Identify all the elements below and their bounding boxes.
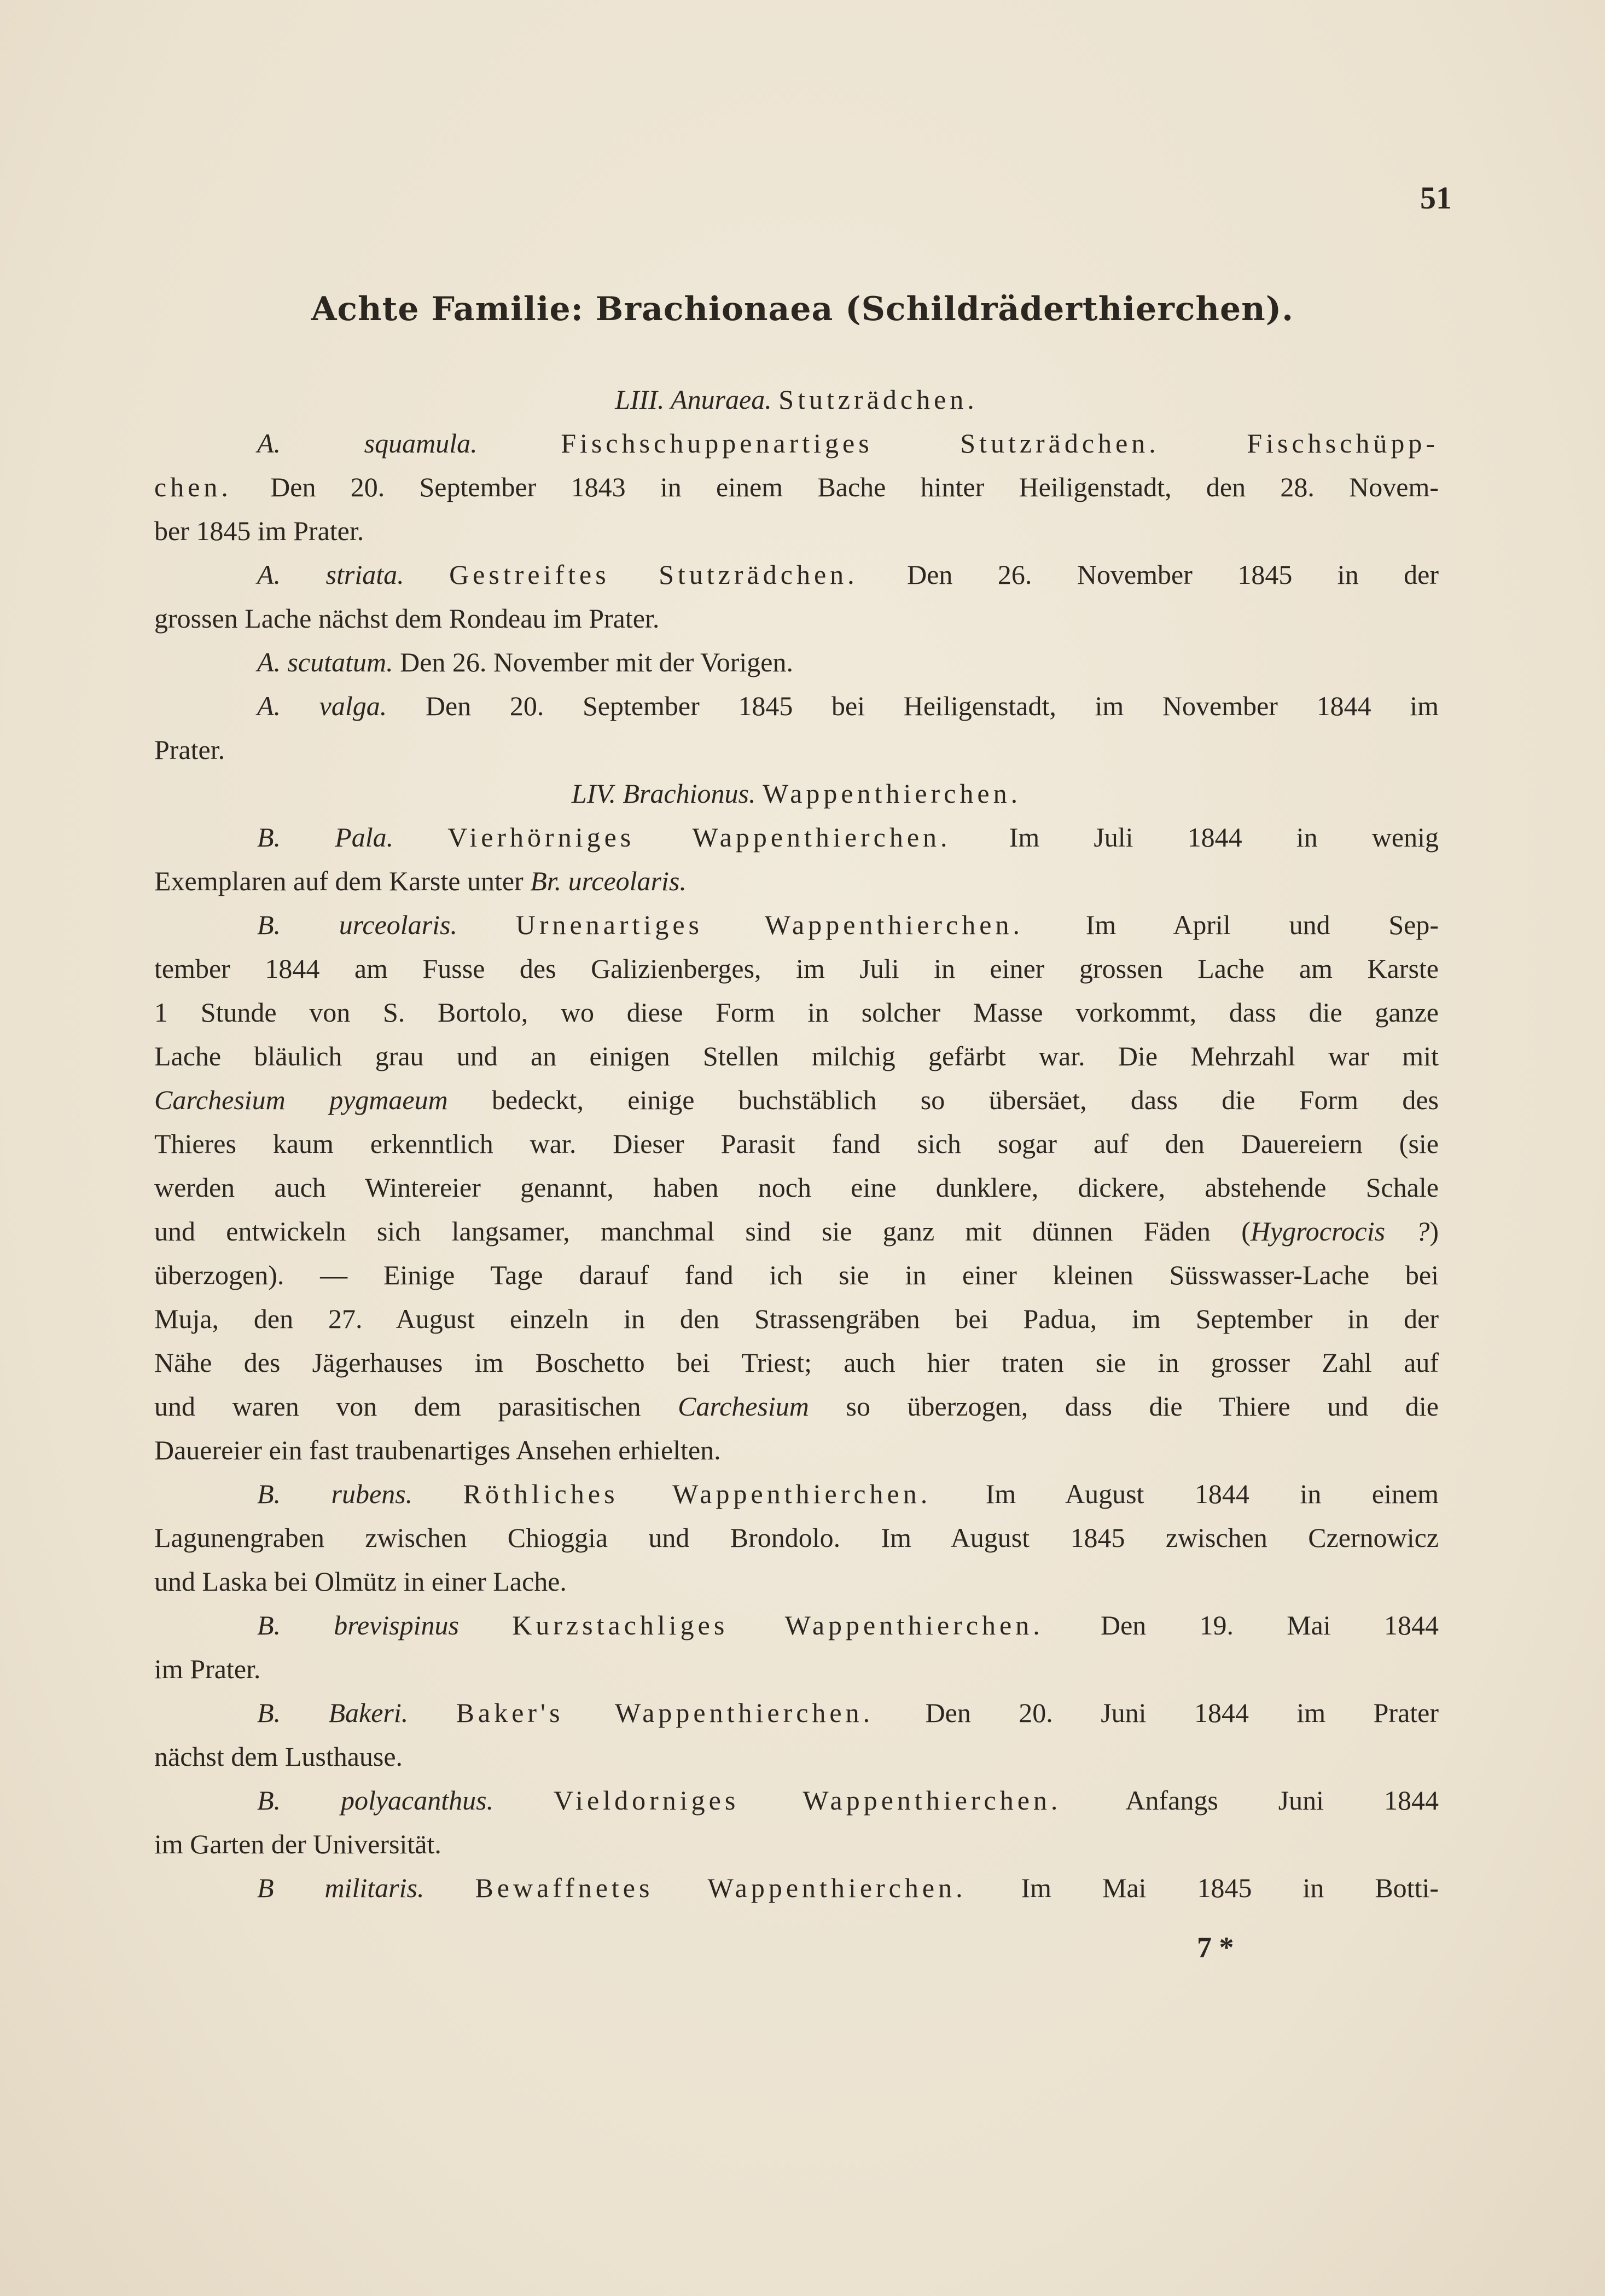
text-run: so überzogen, dass die Thiere und die: [846, 1391, 1439, 1422]
text-run: Vierhörniges Wappenthierchen.: [447, 822, 1009, 853]
text-run: Im Mai 1845 in Botti-: [1021, 1872, 1439, 1903]
text-line: [154, 640, 1439, 684]
text-run: Den 19. Mai 1844: [1100, 1610, 1439, 1640]
signature-mark: 7 *: [1197, 1931, 1234, 1964]
text-line: [154, 903, 1439, 947]
text-line: [154, 1166, 1439, 1209]
text-run: Carchesium pygmaeum: [154, 1085, 492, 1115]
text-run: Im Juli 1844 in wenig: [1009, 822, 1439, 853]
text-run: 1 Stunde von S. Bortolo, wo diese Form in solcher Masse vorkommt, dass die ganze: [154, 997, 1439, 1028]
text-line: [154, 1253, 1439, 1297]
text-run: Anfangs Juni 1844: [1125, 1785, 1439, 1816]
text-line: [154, 1034, 1439, 1078]
text-line: [154, 1691, 1439, 1735]
text-line: [154, 1603, 1439, 1647]
text-run: Wappenthierchen.: [763, 778, 1022, 809]
text-line: [154, 553, 1439, 596]
text-run: B. Bakeri.: [257, 1697, 456, 1728]
text-run: B militaris.: [257, 1872, 475, 1903]
text-run: B. rubens.: [257, 1479, 463, 1509]
text-run: Hygrocrocis ?: [1250, 1216, 1430, 1246]
text-run: LIV. Brachionus.: [571, 778, 763, 809]
text-line: [154, 1341, 1439, 1384]
text-run: A. striata.: [257, 559, 450, 590]
text-run: Baker's Wappenthierchen.: [456, 1697, 926, 1728]
text-run: nächst dem Lusthause.: [154, 1741, 403, 1772]
text-run: und entwickeln sich langsamer, manchmal sind sie ganz mit dünnen Fäden (: [154, 1216, 1251, 1246]
text-run: Den 26. November 1845 in der: [907, 559, 1439, 590]
section-heading: Achte Familie: Brachionaea (Schildräderthierchen).: [311, 290, 1294, 328]
text-run: A. scutatum.: [257, 647, 400, 677]
text-run: B. Pala.: [257, 822, 448, 853]
text-run: LIII. Anuraea.: [615, 384, 779, 415]
text-line: [154, 859, 1439, 903]
text-run: überzogen). — Einige Tage darauf fand ich sie in einer kleinen Süsswasser-Lache bei: [154, 1260, 1439, 1290]
text-run: Muja, den 27. August einzeln in den Strassengräben bei Padua, im September in der: [154, 1303, 1439, 1334]
text-line: [154, 1559, 1439, 1603]
text-run: bedeckt, einige buchstäblich so übersäet, dass die Form des: [492, 1085, 1439, 1115]
text-line: [154, 947, 1439, 990]
text-run: tember 1844 am Fusse des Galizienberges, im Juli in einer grossen Lache am Karste: [154, 953, 1439, 984]
body-text: [154, 378, 1439, 1910]
text-run: Kurzstachliges Wappenthierchen.: [512, 1610, 1101, 1640]
text-run: B. urceolaris.: [257, 909, 516, 940]
text-run: A. squamula.: [257, 428, 561, 459]
text-run: Den 20. September 1843 in einem Bache hinter Heiligenstadt, den 28. Novem-: [270, 472, 1439, 502]
text-line: [154, 990, 1439, 1034]
text-run: Stutzrädchen.: [778, 384, 978, 415]
text-line: [154, 465, 1439, 509]
text-run: Thieres kaum erkenntlich war. Dieser Parasit fand sich sogar auf den Dauereiern (sie: [154, 1128, 1439, 1159]
text-line: [154, 684, 1439, 728]
text-line: [154, 1778, 1439, 1822]
text-run: Lagunengraben zwischen Chioggia und Brondolo. Im August 1845 zwischen Czernowicz: [154, 1522, 1439, 1553]
text-line: [154, 509, 1439, 553]
text-run: und waren von dem parasitischen: [154, 1391, 678, 1422]
text-run: Gestreiftes Stutzrädchen.: [449, 559, 908, 590]
text-run: im Prater.: [154, 1654, 261, 1684]
text-line: [154, 1428, 1439, 1472]
text-run: Exemplaren auf dem Karste unter: [154, 866, 531, 896]
text-run: Vieldorniges Wappenthierchen.: [554, 1785, 1126, 1816]
text-line: [154, 1822, 1439, 1866]
text-line: [154, 421, 1439, 465]
text-line: [154, 1516, 1439, 1559]
text-run: chen.: [154, 472, 271, 502]
text-run: A. valga.: [257, 691, 426, 721]
text-line: [154, 1078, 1439, 1122]
text-run: Dauereier ein fast traubenartiges Ansehen erhielten.: [154, 1435, 721, 1465]
text-run: Lache bläulich grau und an einigen Stellen milchig gefärbt war. Die Mehrzahl war mit: [154, 1041, 1439, 1071]
text-line: [154, 1647, 1439, 1691]
text-line: [154, 728, 1439, 772]
text-run: grossen Lache nächst dem Rondeau im Prater.: [154, 603, 660, 634]
text-run: Den 20. September 1845 bei Heiligenstadt, im November 1844 im: [425, 691, 1439, 721]
text-run: Carchesium: [678, 1391, 846, 1422]
text-line: [154, 1297, 1439, 1341]
text-run: Röthliches Wappenthierchen.: [463, 1479, 986, 1509]
text-line: [154, 1866, 1439, 1910]
text-line: [154, 1472, 1439, 1516]
text-run: Im August 1844 in einem: [985, 1479, 1439, 1509]
text-line: [154, 1384, 1439, 1428]
text-run: und Laska bei Olmütz in einer Lache.: [154, 1566, 567, 1597]
text-line: [154, 378, 1439, 421]
text-run: werden auch Wintereier genannt, haben noch eine dunklere, dickere, abstehende Schale: [154, 1172, 1439, 1203]
text-run: ): [1429, 1216, 1439, 1246]
text-run: Br. urceolaris.: [530, 866, 687, 896]
text-run: Bewaffnetes Wappenthierchen.: [475, 1872, 1021, 1903]
text-run: Den 26. November mit der Vorigen.: [400, 647, 793, 677]
text-run: Urnenartiges Wappenthierchen.: [515, 909, 1086, 940]
text-line: [154, 596, 1439, 640]
text-run: im Garten der Universität.: [154, 1829, 441, 1859]
text-line: [154, 1209, 1439, 1253]
text-line: [154, 1735, 1439, 1778]
text-run: Nähe des Jägerhauses im Boschetto bei Triest; auch hier traten sie in grosser Zahl auf: [154, 1347, 1439, 1378]
text-run: Im April und Sep-: [1085, 909, 1439, 940]
text-run: Fischschuppenartiges Stutzrädchen. Fischschüpp-: [561, 428, 1439, 459]
text-run: Den 20. Juni 1844 im Prater: [925, 1697, 1439, 1728]
text-run: ber 1845 im Prater.: [154, 515, 364, 546]
text-run: B. polyacanthus.: [257, 1785, 554, 1816]
page-number: 51: [1420, 180, 1452, 216]
text-line: [154, 815, 1439, 859]
text-run: Prater.: [154, 734, 225, 765]
text-line: [154, 1122, 1439, 1166]
text-run: B. brevispinus: [257, 1610, 513, 1640]
text-line: [154, 772, 1439, 815]
